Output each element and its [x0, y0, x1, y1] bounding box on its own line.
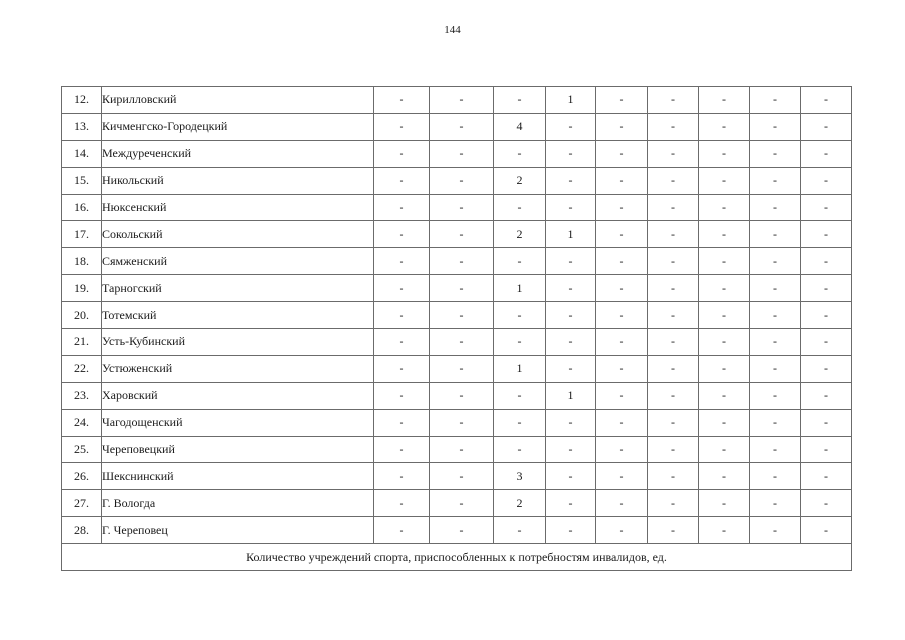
- value-cell: -: [750, 113, 801, 140]
- value-cell: -: [648, 302, 699, 329]
- footer-row: [62, 544, 852, 571]
- value-cell: -: [801, 248, 852, 275]
- value-cell: -: [430, 355, 494, 382]
- value-cell: -: [648, 140, 699, 167]
- row-number: 20.: [62, 302, 102, 329]
- value-cell: -: [494, 517, 546, 544]
- value-cell: -: [648, 355, 699, 382]
- value-cell: -: [750, 329, 801, 356]
- value-cell: 1: [494, 355, 546, 382]
- value-cell: -: [374, 409, 430, 436]
- value-cell: -: [374, 517, 430, 544]
- value-cell: -: [699, 409, 750, 436]
- value-cell: -: [430, 248, 494, 275]
- table-row: [62, 140, 852, 167]
- value-cell: -: [750, 517, 801, 544]
- district-name: Сокольский: [102, 221, 374, 248]
- value-cell: -: [750, 87, 801, 114]
- table-row: [62, 275, 852, 302]
- value-cell: -: [648, 463, 699, 490]
- value-cell: -: [430, 113, 494, 140]
- value-cell: -: [801, 382, 852, 409]
- value-cell: -: [430, 302, 494, 329]
- table-row: [62, 194, 852, 221]
- row-number: 27.: [62, 490, 102, 517]
- value-cell: -: [546, 517, 596, 544]
- value-cell: -: [374, 87, 430, 114]
- value-cell: -: [430, 329, 494, 356]
- value-cell: -: [801, 140, 852, 167]
- value-cell: 1: [546, 221, 596, 248]
- value-cell: -: [546, 355, 596, 382]
- value-cell: 4: [494, 113, 546, 140]
- value-cell: -: [801, 517, 852, 544]
- value-cell: -: [750, 436, 801, 463]
- value-cell: 2: [494, 490, 546, 517]
- row-number: 23.: [62, 382, 102, 409]
- value-cell: -: [648, 221, 699, 248]
- value-cell: -: [494, 302, 546, 329]
- value-cell: -: [596, 463, 648, 490]
- row-number: 13.: [62, 113, 102, 140]
- value-cell: -: [430, 517, 494, 544]
- value-cell: -: [801, 194, 852, 221]
- value-cell: -: [374, 302, 430, 329]
- value-cell: 1: [546, 87, 596, 114]
- district-name: Усть-Кубинский: [102, 329, 374, 356]
- value-cell: -: [699, 355, 750, 382]
- value-cell: -: [699, 167, 750, 194]
- value-cell: -: [374, 194, 430, 221]
- value-cell: -: [699, 436, 750, 463]
- row-number: 18.: [62, 248, 102, 275]
- value-cell: -: [699, 517, 750, 544]
- value-cell: -: [596, 221, 648, 248]
- value-cell: -: [430, 221, 494, 248]
- value-cell: -: [750, 167, 801, 194]
- district-name: Нюксенский: [102, 194, 374, 221]
- value-cell: -: [596, 517, 648, 544]
- district-name: Междуреченский: [102, 140, 374, 167]
- district-name: Тотемский: [102, 302, 374, 329]
- district-name: Кирилловский: [102, 87, 374, 114]
- value-cell: 1: [546, 382, 596, 409]
- value-cell: -: [546, 490, 596, 517]
- value-cell: -: [699, 194, 750, 221]
- row-number: 17.: [62, 221, 102, 248]
- value-cell: -: [374, 113, 430, 140]
- value-cell: -: [699, 275, 750, 302]
- value-cell: -: [494, 87, 546, 114]
- value-cell: -: [750, 248, 801, 275]
- value-cell: -: [750, 382, 801, 409]
- value-cell: -: [596, 194, 648, 221]
- value-cell: -: [494, 248, 546, 275]
- district-name: Тарногский: [102, 275, 374, 302]
- value-cell: -: [430, 382, 494, 409]
- table-row: [62, 248, 852, 275]
- value-cell: -: [374, 382, 430, 409]
- value-cell: -: [596, 113, 648, 140]
- value-cell: -: [430, 275, 494, 302]
- table-row: [62, 221, 852, 248]
- value-cell: -: [596, 302, 648, 329]
- value-cell: -: [494, 409, 546, 436]
- value-cell: -: [801, 329, 852, 356]
- value-cell: -: [546, 194, 596, 221]
- value-cell: 3: [494, 463, 546, 490]
- value-cell: -: [801, 436, 852, 463]
- value-cell: -: [648, 113, 699, 140]
- district-name: Чагодощенский: [102, 409, 374, 436]
- value-cell: -: [596, 490, 648, 517]
- value-cell: -: [430, 87, 494, 114]
- value-cell: -: [430, 463, 494, 490]
- row-number: 24.: [62, 409, 102, 436]
- value-cell: -: [750, 409, 801, 436]
- value-cell: -: [374, 140, 430, 167]
- value-cell: -: [699, 248, 750, 275]
- value-cell: -: [699, 221, 750, 248]
- value-cell: -: [750, 194, 801, 221]
- row-number: 12.: [62, 87, 102, 114]
- district-name: Устюженский: [102, 355, 374, 382]
- value-cell: -: [648, 409, 699, 436]
- value-cell: -: [648, 517, 699, 544]
- table-body: [62, 87, 852, 571]
- value-cell: -: [430, 409, 494, 436]
- table-row: [62, 355, 852, 382]
- row-number: 28.: [62, 517, 102, 544]
- value-cell: -: [374, 167, 430, 194]
- value-cell: -: [801, 490, 852, 517]
- value-cell: -: [546, 409, 596, 436]
- table-row: [62, 87, 852, 114]
- value-cell: -: [801, 409, 852, 436]
- value-cell: -: [801, 302, 852, 329]
- value-cell: -: [596, 140, 648, 167]
- value-cell: -: [546, 275, 596, 302]
- district-name: Сямженский: [102, 248, 374, 275]
- district-name: Г. Вологда: [102, 490, 374, 517]
- value-cell: -: [596, 329, 648, 356]
- row-number: 19.: [62, 275, 102, 302]
- value-cell: -: [430, 194, 494, 221]
- table-row: [62, 490, 852, 517]
- district-name: Кичменгско-Городецкий: [102, 113, 374, 140]
- row-number: 15.: [62, 167, 102, 194]
- district-name: Череповецкий: [102, 436, 374, 463]
- value-cell: -: [648, 87, 699, 114]
- value-cell: -: [648, 490, 699, 517]
- value-cell: -: [430, 140, 494, 167]
- value-cell: -: [546, 329, 596, 356]
- district-name: Шекснинский: [102, 463, 374, 490]
- value-cell: -: [750, 275, 801, 302]
- row-number: 14.: [62, 140, 102, 167]
- value-cell: -: [648, 167, 699, 194]
- value-cell: -: [699, 490, 750, 517]
- value-cell: -: [596, 436, 648, 463]
- value-cell: -: [750, 140, 801, 167]
- value-cell: -: [699, 463, 750, 490]
- value-cell: -: [750, 302, 801, 329]
- value-cell: 2: [494, 221, 546, 248]
- value-cell: -: [750, 463, 801, 490]
- value-cell: -: [374, 248, 430, 275]
- value-cell: -: [546, 167, 596, 194]
- table-row: [62, 382, 852, 409]
- district-name: Харовский: [102, 382, 374, 409]
- value-cell: -: [430, 436, 494, 463]
- footer-caption: Количество учреждений спорта, приспособленных к потребностям инвалидов, ед.: [62, 544, 852, 571]
- district-name: Г. Череповец: [102, 517, 374, 544]
- table-row: [62, 409, 852, 436]
- value-cell: -: [596, 87, 648, 114]
- value-cell: -: [596, 167, 648, 194]
- value-cell: -: [699, 113, 750, 140]
- value-cell: -: [648, 329, 699, 356]
- value-cell: -: [699, 87, 750, 114]
- value-cell: -: [374, 436, 430, 463]
- value-cell: -: [699, 140, 750, 167]
- value-cell: -: [546, 436, 596, 463]
- value-cell: -: [374, 221, 430, 248]
- value-cell: -: [596, 409, 648, 436]
- value-cell: -: [801, 167, 852, 194]
- table-row: [62, 517, 852, 544]
- value-cell: -: [374, 355, 430, 382]
- value-cell: -: [494, 436, 546, 463]
- value-cell: -: [546, 248, 596, 275]
- value-cell: -: [750, 490, 801, 517]
- value-cell: 2: [494, 167, 546, 194]
- row-number: 21.: [62, 329, 102, 356]
- value-cell: -: [648, 194, 699, 221]
- value-cell: -: [801, 355, 852, 382]
- value-cell: -: [648, 275, 699, 302]
- value-cell: -: [546, 140, 596, 167]
- value-cell: -: [494, 140, 546, 167]
- value-cell: -: [374, 275, 430, 302]
- value-cell: -: [801, 113, 852, 140]
- value-cell: -: [546, 463, 596, 490]
- value-cell: -: [648, 248, 699, 275]
- value-cell: -: [648, 382, 699, 409]
- table-row: [62, 302, 852, 329]
- district-name: Никольский: [102, 167, 374, 194]
- table-row: [62, 463, 852, 490]
- value-cell: -: [801, 87, 852, 114]
- table-row: [62, 113, 852, 140]
- value-cell: -: [801, 221, 852, 248]
- value-cell: -: [699, 302, 750, 329]
- table-row: [62, 329, 852, 356]
- value-cell: -: [699, 329, 750, 356]
- value-cell: -: [374, 463, 430, 490]
- table-row: [62, 167, 852, 194]
- value-cell: -: [494, 329, 546, 356]
- value-cell: -: [430, 167, 494, 194]
- page-number: 144: [444, 24, 461, 36]
- value-cell: -: [596, 248, 648, 275]
- value-cell: -: [596, 275, 648, 302]
- row-number: 22.: [62, 355, 102, 382]
- value-cell: 1: [494, 275, 546, 302]
- value-cell: -: [374, 490, 430, 517]
- value-cell: -: [494, 194, 546, 221]
- value-cell: -: [546, 302, 596, 329]
- value-cell: -: [494, 382, 546, 409]
- value-cell: -: [648, 436, 699, 463]
- value-cell: -: [750, 355, 801, 382]
- row-number: 16.: [62, 194, 102, 221]
- value-cell: -: [546, 113, 596, 140]
- value-cell: -: [699, 382, 750, 409]
- value-cell: -: [596, 355, 648, 382]
- value-cell: -: [596, 382, 648, 409]
- value-cell: -: [801, 463, 852, 490]
- value-cell: -: [430, 490, 494, 517]
- row-number: 25.: [62, 436, 102, 463]
- table-row: [62, 436, 852, 463]
- value-cell: -: [801, 275, 852, 302]
- district-table: [61, 86, 852, 571]
- row-number: 26.: [62, 463, 102, 490]
- value-cell: -: [374, 329, 430, 356]
- value-cell: -: [750, 221, 801, 248]
